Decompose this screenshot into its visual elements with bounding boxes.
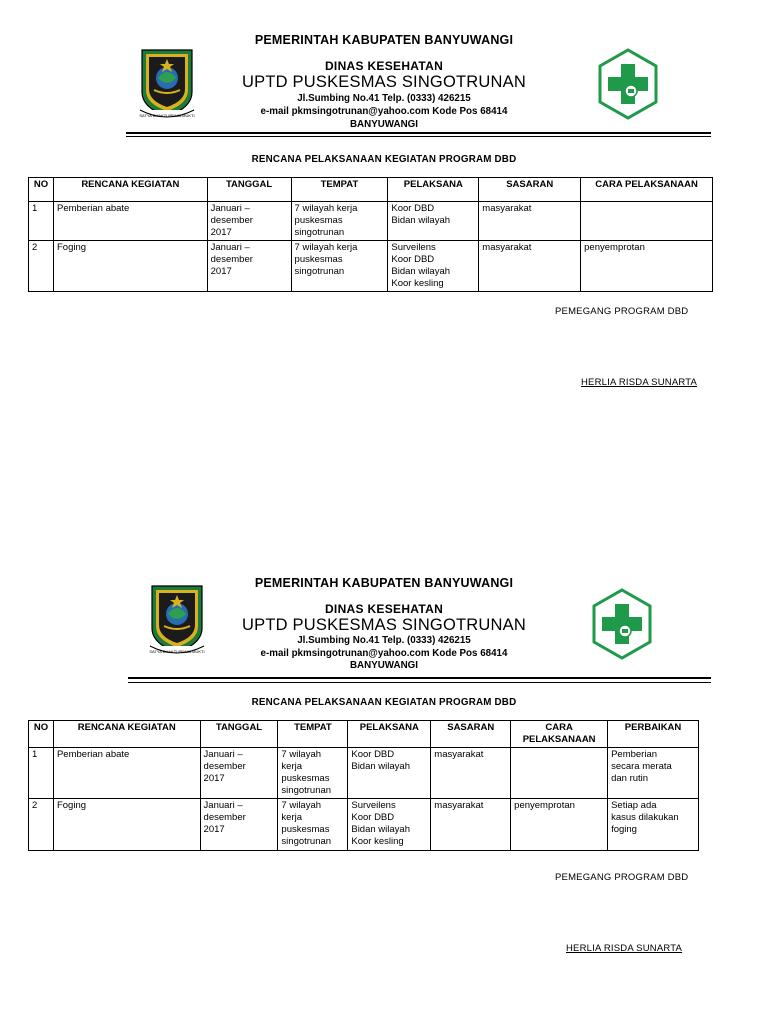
email-line: e-mail pkmsingotrunan@yahoo.com Kode Pos 68414: [260, 106, 508, 117]
column-header: RENCANA KEGIATAN: [53, 721, 200, 748]
cell-tanggal: Januari – desember 2017: [200, 799, 278, 851]
emblem-motto: SATYA BHAKTI PRAJA MUKTI: [139, 113, 195, 118]
cell-tanggal: Januari – desember 2017: [200, 748, 278, 799]
cell-no: 1: [29, 748, 54, 799]
column-header: TANGGAL: [200, 721, 278, 748]
cell-tempat: 7 wilayah kerja puskesmas singotrunan: [278, 799, 348, 851]
column-header: SASARAN: [479, 178, 581, 202]
program-holder-label: PEMEGANG PROGRAM DBD: [555, 306, 689, 317]
signer-name: HERLIA RISDA SUNARTA: [581, 377, 698, 388]
letterhead-rule: [126, 132, 711, 134]
email-line: e-mail pkmsingotrunan@yahoo.com Kode Pos 68414: [260, 648, 508, 659]
unit-name: UPTD PUSKESMAS SINGOTRUNAN: [242, 73, 526, 91]
city-line: BANYUWANGI: [349, 660, 419, 671]
emblem-motto: SATYA BHAKTI PRAJA MUKTI: [149, 649, 205, 654]
column-header: TEMPAT: [291, 178, 388, 202]
cell-sasaran: masyarakat: [479, 202, 581, 241]
cell-kegiatan: Foging: [53, 799, 200, 851]
cell-tempat: 7 wilayah kerja puskesmas singotrunan: [291, 202, 388, 241]
column-header: CARA PELAKSANAAN: [511, 721, 608, 748]
letterhead-rule-thin: [128, 682, 711, 683]
address-line: Jl.Sumbing No.41 Telp. (0333) 426215: [297, 93, 471, 104]
cell-tanggal: Januari – desember 2017: [207, 241, 291, 292]
cell-pelaksana: Koor DBD Bidan wilayah: [348, 748, 431, 799]
column-header: TEMPAT: [278, 721, 348, 748]
cell-sasaran: masyarakat: [431, 799, 511, 851]
column-header: SASARAN: [431, 721, 511, 748]
document-title: RENCANA PELAKSANAAN KEGIATAN PROGRAM DBD: [251, 154, 517, 165]
cell-pelaksana: Surveilens Koor DBD Bidan wilayah Koor kesling: [348, 799, 431, 851]
table-row: [29, 748, 699, 799]
column-header: PERBAIKAN: [608, 721, 699, 748]
signer-name: HERLIA RISDA SUNARTA: [566, 943, 683, 954]
department-name: DINAS KESEHATAN: [324, 602, 444, 616]
cell-cara: [511, 748, 608, 799]
address-line: Jl.Sumbing No.41 Telp. (0333) 426215: [297, 635, 471, 646]
government-name: PEMERINTAH KABUPATEN BANYUWANGI: [254, 576, 514, 590]
cell-cara: [581, 202, 713, 241]
cell-pelaksana: Koor DBD Bidan wilayah: [388, 202, 479, 241]
cell-tempat: 7 wilayah kerja puskesmas singotrunan: [278, 748, 348, 799]
table-header-row: [29, 178, 713, 202]
cell-pelaksana: Surveilens Koor DBD Bidan wilayah Koor kesling: [388, 241, 479, 292]
cell-no: 1: [29, 202, 54, 241]
cell-cara: penyemprotan: [581, 241, 713, 292]
cell-kegiatan: Pemberian abate: [53, 748, 200, 799]
column-header: CARA PELAKSANAAN: [581, 178, 713, 202]
cell-cara: penyemprotan: [511, 799, 608, 851]
cell-kegiatan: Foging: [53, 241, 207, 292]
cell-tempat: 7 wilayah kerja puskesmas singotrunan: [291, 241, 388, 292]
letterhead-rule-thin: [126, 136, 711, 137]
column-header: TANGGAL: [207, 178, 291, 202]
column-header: NO: [29, 178, 54, 202]
cell-perbaikan: Pemberian secara merata dan rutin: [608, 748, 699, 799]
table-row: [29, 202, 713, 241]
letterhead-rule: [128, 677, 711, 679]
column-header: RENCANA KEGIATAN: [53, 178, 207, 202]
table-row: [29, 241, 713, 292]
plan-table: [28, 720, 699, 851]
column-header: NO: [29, 721, 54, 748]
government-name: PEMERINTAH KABUPATEN BANYUWANGI: [254, 33, 514, 47]
department-name: DINAS KESEHATAN: [324, 59, 444, 73]
cell-no: 2: [29, 241, 54, 292]
column-header: PELAKSANA: [348, 721, 431, 748]
cell-tanggal: Januari – desember 2017: [207, 202, 291, 241]
cell-no: 2: [29, 799, 54, 851]
document-title: RENCANA PELAKSANAAN KEGIATAN PROGRAM DBD: [251, 697, 517, 708]
cell-kegiatan: Pemberian abate: [53, 202, 207, 241]
city-line: BANYUWANGI: [349, 119, 419, 130]
table-header-row: [29, 721, 699, 748]
plan-table: [28, 177, 713, 292]
column-header: PELAKSANA: [388, 178, 479, 202]
program-holder-label: PEMEGANG PROGRAM DBD: [555, 872, 689, 883]
cell-sasaran: masyarakat: [479, 241, 581, 292]
unit-name: UPTD PUSKESMAS SINGOTRUNAN: [242, 616, 526, 634]
table-row: [29, 799, 699, 851]
cell-perbaikan: Setiap ada kasus dilakukan foging: [608, 799, 699, 851]
cell-sasaran: masyarakat: [431, 748, 511, 799]
